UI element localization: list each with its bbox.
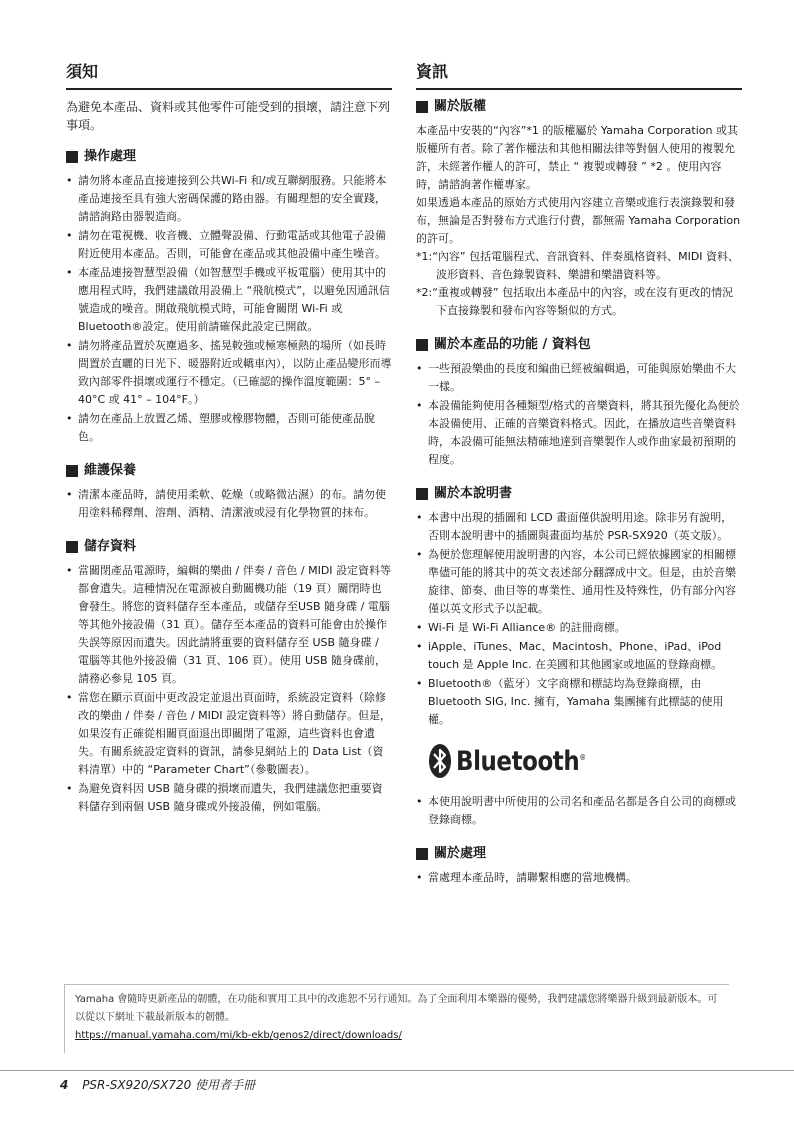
about-manual-list bbox=[416, 509, 742, 729]
list-item: • 本使用說明書中所使用的公司名和產品名都是各自公司的商標或登錄商標。 bbox=[416, 793, 742, 829]
square-bullet-icon bbox=[416, 488, 428, 500]
bluetooth-logo bbox=[428, 743, 742, 779]
chapter-title-information: 資訊 bbox=[416, 62, 742, 90]
list-item: • 請勿將產品置於灰塵過多、搖晃較強或極寒極熱的場所（如長時間置於直曬的日光下、暖器附近或轎車內），以防止產品變形而導致內部零件損壞或運行不穩定。（已確認的操作溫度範圍：5° – 40°C 或 41° – 104°F。） bbox=[66, 337, 392, 409]
square-bullet-icon bbox=[66, 541, 78, 553]
list-item: • 當關閉產品電源時，編輯的樂曲 / 伴奏 / 音色 / MIDI 設定資料等都會遺失。這種情況在電源被自動關機功能（19 頁）關閉時也會發生。將您的資料儲存至本產品，或儲存至USB 隨身碟 / 電腦等其他外接設備（31 頁）。儲存至本產品的資料可能會由於操作失誤等原因而遺失。因此請將重要的資料儲存至 USB 隨身碟 / 電腦等其他外接設備（31 頁、106 頁）。使用 USB 隨身碟前，請務必參見 105 頁。 bbox=[66, 562, 392, 688]
list-item: • 為避免資料因 USB 隨身碟的損壞而遺失，我們建議您把重要資料儲存到兩個 USB 隨身碟或外接設備，例如電腦。 bbox=[66, 780, 392, 816]
bluetooth-wordmark: Bluetooth® bbox=[456, 745, 586, 777]
section-heading-features: 關於本產品的功能 / 資料包 bbox=[416, 336, 742, 354]
list-item: • 清潔本產品時，請使用柔軟、乾燥（或略微沾濕）的布。請勿使用塗料稀釋劑、溶劑、酒精、清潔液或浸有化學物質的抹布。 bbox=[66, 486, 392, 522]
list-item: • 本設備能夠使用各種類型/格式的音樂資料，將其預先優化為便於本設備使用、正確的音樂資料格式。因此，在播放這些音樂資料時，本設備可能無法精確地達到音樂製作人或作曲家最初預期的程度。 bbox=[416, 397, 742, 469]
left-column bbox=[66, 62, 392, 832]
list-item: • 本書中出現的插圖和 LCD 畫面僅供說明用途。除非另有說明，否則本說明書中的插圖與畫面均基於 PSR-SX920（英文版）。 bbox=[416, 509, 742, 545]
list-item: • 一些預設樂曲的長度和編曲已經被編輯過，可能與原始樂曲不大一樣。 bbox=[416, 360, 742, 396]
saving-data-list bbox=[66, 562, 392, 816]
section-heading-copyright: 關於版權 bbox=[416, 98, 742, 116]
handling-list bbox=[66, 172, 392, 446]
maintenance-list bbox=[66, 486, 392, 522]
list-item: • 請勿在產品上放置乙烯、塑膠或橡膠物體，否則可能使產品脫色。 bbox=[66, 410, 392, 446]
section-heading-saving-data: 儲存資料 bbox=[66, 538, 392, 556]
bluetooth-icon bbox=[428, 743, 452, 779]
list-item: • iApple、iTunes、Mac、Macintosh、Phone、iPad、iPod touch 是 Apple Inc. 在美國和其他國家或地區的登錄商標。 bbox=[416, 638, 742, 674]
square-bullet-icon bbox=[66, 151, 78, 163]
page-number: 4 bbox=[60, 1078, 69, 1092]
firmware-notice-box bbox=[64, 984, 729, 1053]
section-heading-about-manual: 關於本說明書 bbox=[416, 485, 742, 503]
disposal-list bbox=[416, 869, 742, 887]
section-heading-handling: 操作處理 bbox=[66, 148, 392, 166]
square-bullet-icon bbox=[66, 465, 78, 477]
right-column bbox=[416, 62, 742, 903]
square-bullet-icon bbox=[416, 101, 428, 113]
copyright-paragraph: 本產品中安裝的“內容”*1 的版權屬於 Yamaha Corporation 或其版權所有者。除了著作權法和其他相關法律等對個人使用的複製允許，未經著作權人的許可，禁止 “ 複製或轉發 ” *2 。使用內容時，請諮詢著作權專家。 bbox=[416, 124, 738, 191]
trademark-list bbox=[416, 793, 742, 829]
list-item: • 本產品連接智慧型設備（如智慧型手機或平板電腦）使用其中的應用程式時，我們建議啟用設備上 “飛航模式”，以避免因通訊信號造成的噪音。開啟飛航模式時，可能會關閉 Wi-Fi 或 Bluetooth®設定。使用前請確保此設定已開啟。 bbox=[66, 264, 392, 336]
page-footer bbox=[60, 1076, 255, 1093]
list-item: • 為便於您理解使用說明書的內容，本公司已經依據國家的相關標準儘可能的將其中的英文表述部分翻譯成中文。但是，由於音樂旋律、節奏、曲目等的專業性、通用性及特殊性，仍有部分內容僅以英文形式予以記載。 bbox=[416, 546, 742, 618]
download-link[interactable]: https://manual.yamaha.com/mi/kb-ekb/genos2/direct/downloads/ bbox=[75, 1030, 402, 1041]
list-item: • 請勿將本產品直接連接到公共Wi-Fi 和/或互聯網服務。只能將本產品連接至具有強大密碼保護的路由器。有關理想的安全實踐，請諮詢路由器製造商。 bbox=[66, 172, 392, 226]
chapter-title-precautions: 須知 bbox=[66, 62, 392, 90]
list-item: • 請勿在電視機、收音機、立體聲設備、行動電話或其他電子設備附近使用本產品。否則，可能會在產品或其他設備中產生噪音。 bbox=[66, 227, 392, 263]
square-bullet-icon bbox=[416, 339, 428, 351]
intro-text: 為避免本產品、資料或其他零件可能受到的損壞，請注意下列事項。 bbox=[66, 100, 391, 132]
section-heading-disposal: 關於處理 bbox=[416, 845, 742, 863]
features-list bbox=[416, 360, 742, 469]
square-bullet-icon bbox=[416, 848, 428, 860]
list-item: • Bluetooth®（藍牙）文字商標和標誌均為登錄商標，由Bluetooth SIG, Inc. 擁有，Yamaha 集團擁有此標誌的使用權。 bbox=[416, 675, 742, 729]
footer-divider bbox=[0, 1070, 794, 1071]
copyright-paragraph: 如果透過本產品的原始方式使用內容建立音樂或進行表演錄製和發布，無論是否對發布方式進行付費，都無需 Yamaha Corporation 的許可。 bbox=[416, 196, 741, 245]
copyright-note: *2:“重複或轉發” 包括取出本產品中的內容，或在沒有更改的情況下直接錄製和發布內容等類似的方式。 bbox=[416, 286, 734, 317]
list-item: • 當您在顯示頁面中更改設定並退出頁面時，系統設定資料（除修改的樂曲 / 伴奏 / 音色 / MIDI 設定資料等）將自動儲存。但是，如果沒有正確從相關頁面退出即關閉了電源，這些資料也會遺失。有關系統設定資料的資訊，請參見網站上的 Data List（資料清單）中的 “Parameter Chart”（參數圖表）。 bbox=[66, 689, 392, 779]
manual-label: PSR-SX920/SX720 使用者手冊 bbox=[82, 1078, 256, 1092]
section-heading-maintenance: 維護保養 bbox=[66, 462, 392, 480]
copyright-note: *1:“內容” 包括電腦程式、音訊資料、伴奏風格資料、MIDI 資料、波形資料、音色錄製資料、樂譜和樂譜資料等。 bbox=[416, 250, 740, 281]
firmware-notice-text: Yamaha 會隨時更新產品的韌體，在功能和實用工具中的改進恕不另行通知。為了全面利用本樂器的優勢，我們建議您將樂器升級到最新版本。可以從以下網址下載最新版本的韌體。 bbox=[75, 994, 718, 1023]
list-item: • Wi-Fi 是 Wi-Fi Alliance® 的註冊商標。 bbox=[416, 619, 742, 637]
list-item: • 當處理本產品時，請聯繫相應的當地機構。 bbox=[416, 869, 742, 887]
